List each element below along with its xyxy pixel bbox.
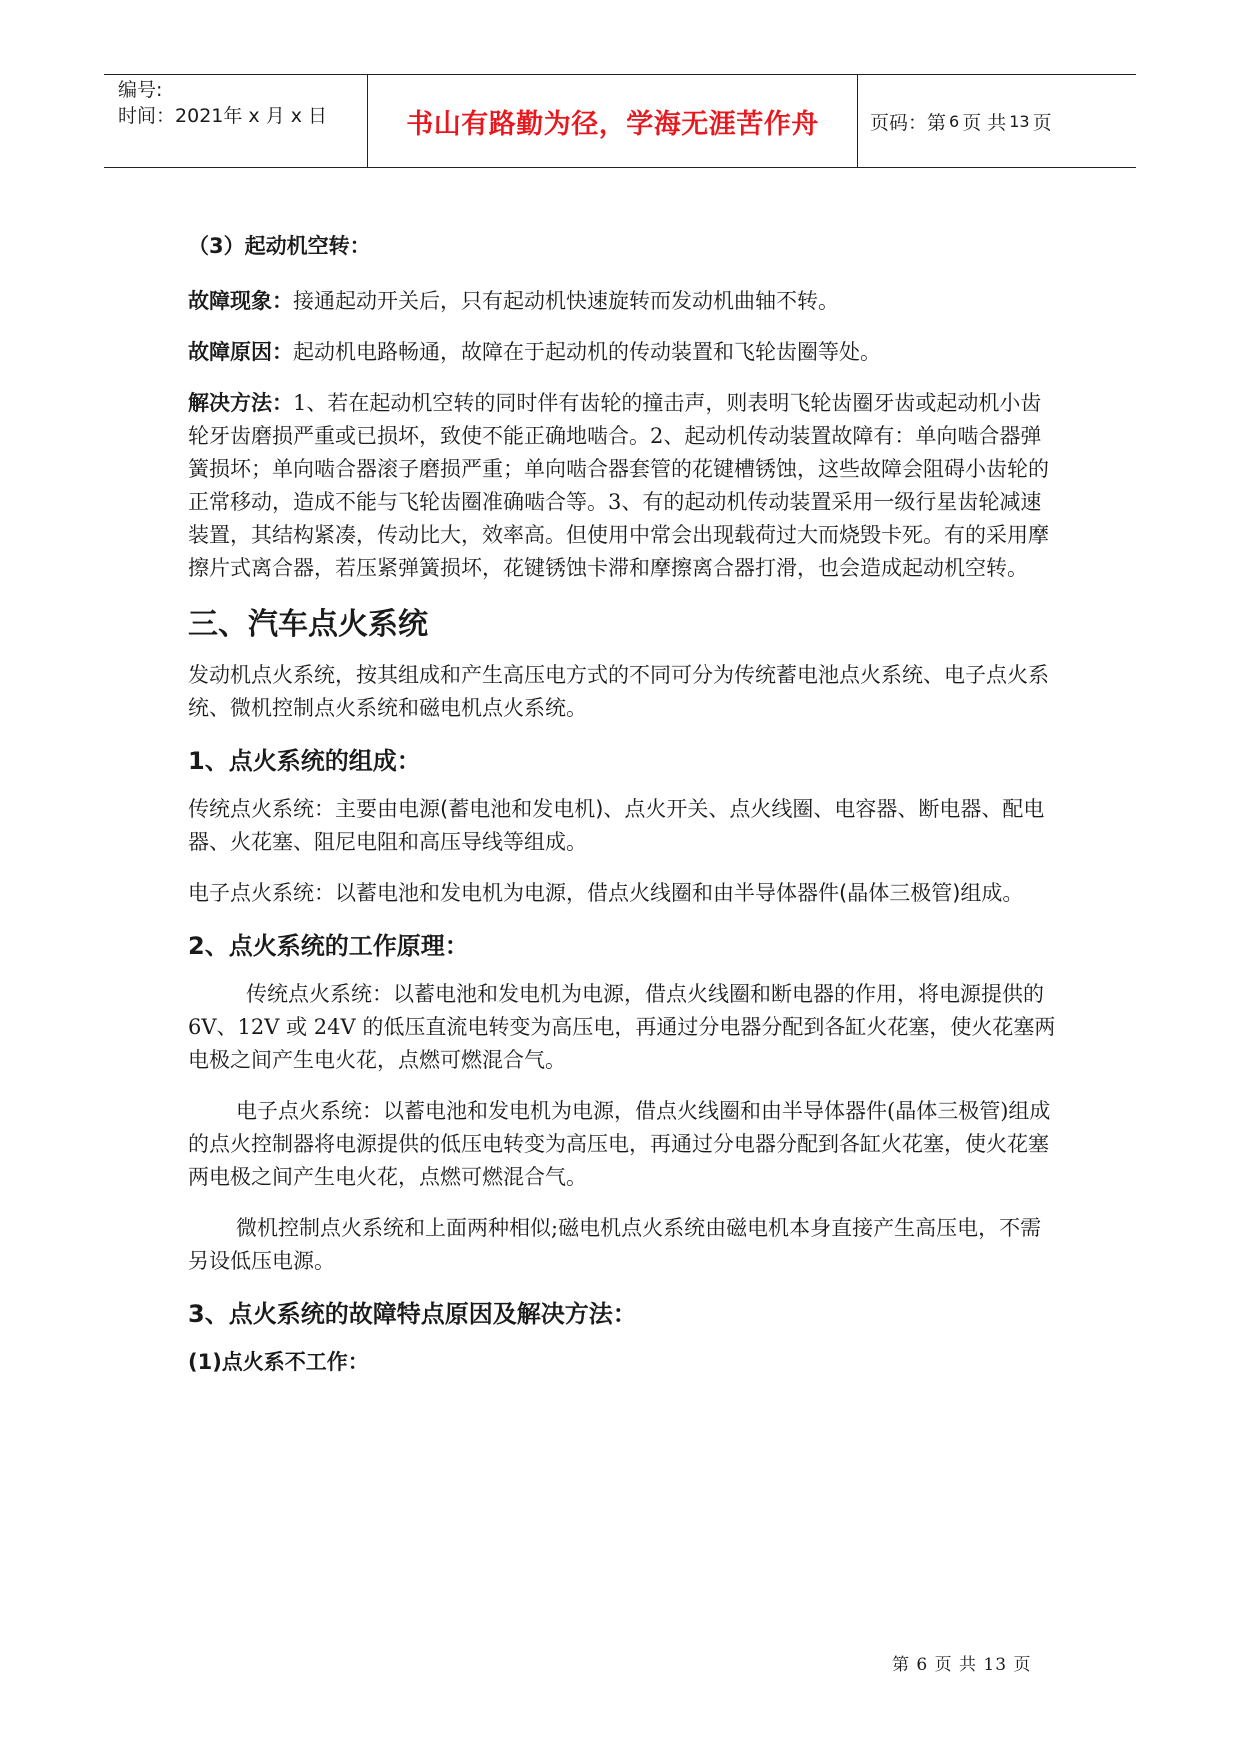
serial-label: 编号: <box>118 79 163 101</box>
fault-cause-paragraph <box>188 336 1062 369</box>
principle-micro-paragraph: 微机控制点火系统和上面两种相似;磁电机点火系统由磁电机本身直接产生高压电，不需另设低压电源。 <box>188 1216 1042 1273</box>
page-current: 6 <box>949 111 960 131</box>
page-total: 13 <box>1009 111 1030 131</box>
solution-label: 解决方法： <box>188 391 293 415</box>
page-suffix: 页 <box>1032 111 1052 134</box>
fault-symptom-paragraph <box>188 285 1062 318</box>
time-year: 2021 <box>175 105 224 127</box>
solution-paragraph <box>188 387 1062 585</box>
composition-traditional-paragraph: 传统点火系统：主要由电源(蓄电池和发电机)、点火开关、点火线圈、电容器、断电器、配电器、火花塞、阻尼电阻和高压导线等组成。 <box>188 797 1045 854</box>
time-rest: 年 x 月 x 日 <box>223 105 328 127</box>
principle-electronic-paragraph: 电子点火系统：以蓄电池和发电机为电源，借点火线圈和由半导体器件(晶体三极管)组成的点火控制器将电源提供的低压电转变为高压电，再通过分电器分配到各缸火花塞，使火花塞两电极之间产生电火花，点燃可燃混合气。 <box>188 1099 1051 1189</box>
motto-text: 书山有路勤为径，学海无涯苦作舟 <box>406 108 819 140</box>
ignition-intro-paragraph: 发动机点火系统，按其组成和产生高压电方式的不同可分为传统蓄电池点火系统、电子点火系统、微机控制点火系统和磁电机点火系统。 <box>188 663 1049 720</box>
principle-traditional-paragraph: 传统点火系统：以蓄电池和发电机为电源，借点火线圈和断电器的作用，将电源提供的 6V、12V 或 24V 的低压直流电转变为高压电，再通过分电器分配到各缸火花塞，使火花塞两电极之间产生电火花，点燃可燃混合气。 <box>188 982 1056 1072</box>
fault-cause-label: 故障原因： <box>188 340 293 364</box>
page-footer: 第 6 页 共 13 页 <box>892 1655 1032 1675</box>
starter-idle-heading: （3）起动机空转： <box>188 234 371 258</box>
time-label: 时间： <box>118 105 176 127</box>
fault-heading: 3、点火系统的故障特点原因及解决方法： <box>188 1300 637 1328</box>
page-prefix: 页码：第 <box>870 111 947 134</box>
ignition-section-title: 三、汽车点火系统 <box>188 607 428 642</box>
page-mid: 页 共 <box>962 111 1007 134</box>
fault-symptom-label: 故障现象： <box>188 289 293 313</box>
composition-heading: 1、点火系统的组成： <box>188 747 421 775</box>
fault-sub-heading: (1)点火系不工作： <box>188 1350 369 1374</box>
fault-cause-text: 起动机电路畅通，故障在于起动机的传动装置和飞轮齿圈等处。 <box>293 340 881 364</box>
page-header <box>104 74 1136 168</box>
document-body <box>188 230 1062 1401</box>
composition-electronic-paragraph: 电子点火系统：以蓄电池和发电机为电源，借点火线圈和由半导体器件(晶体三极管)组成。 <box>188 881 1024 905</box>
header-page-cell <box>858 75 1136 167</box>
solution-text: 1、若在起动机空转的同时伴有齿轮的撞击声，则表明飞轮齿圈牙齿或起动机小齿轮牙齿磨损严重或已损坏，致使不能正确地啮合。2、起动机传动装置故障有：单向啮合器弹簧损坏；单向啮合器滚子磨损严重；单向啮合器套管的花键槽锈蚀，这些故障会阻碍小齿轮的正常移动，造成不能与飞轮齿圈准确啮合等。3、有的起动机传动装置采用一级行星齿轮减速装置，其结构紧凑，传动比大，效率高。但使用中常会出现载荷过大而烧毁卡死。有的采用摩擦片式离合器，若压紧弹簧损坏，花键锈蚀卡滞和摩擦离合器打滑，也会造成起动机空转。 <box>188 391 1049 580</box>
fault-symptom-text: 接通起动开关后，只有起动机快速旋转而发动机曲轴不转。 <box>293 289 839 313</box>
header-motto-cell <box>368 75 858 167</box>
time-line <box>118 103 367 129</box>
header-serial-time-cell <box>104 75 368 167</box>
principle-heading: 2、点火系统的工作原理： <box>188 932 469 960</box>
